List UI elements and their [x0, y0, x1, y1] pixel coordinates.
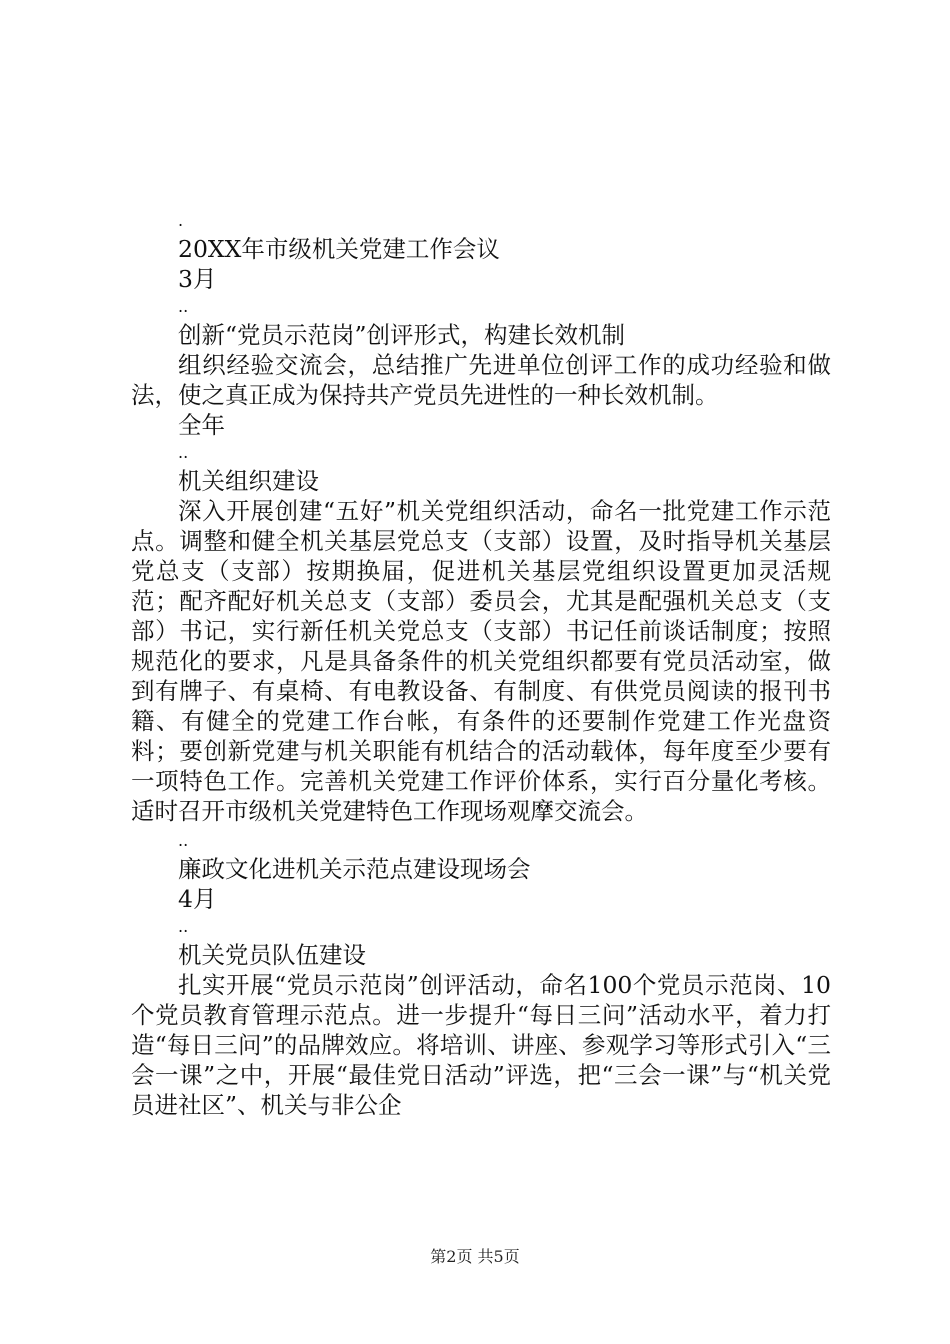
month-label: 4月 [178, 885, 217, 913]
section-heading: 廉政文化进机关示范点建设现场会 [178, 855, 531, 883]
period-label: 全年 [178, 411, 225, 439]
section-paragraph: 深入开展创建“五好”机关党组织活动，命名一批党建工作示范点。调整和健全机关基层党总支（支部）设置，及时指导机关基层党总支（支部）按期换届，促进机关基层党组织设置更加灵活规范；配齐配好机关总支（支部）委员会，尤其是配强机关总支（支部）书记，实行新任机关党总支（支部）书记任前谈话制度；按照规范化的要求，凡是具备条件的机关党组织都要有党员活动室，做到有牌子、有桌椅、有电教设备、有制度、有供党员阅读的报刊书籍、有健全的党建工作台帐，有条件的还要制作党建工作光盘资料；要创新党建与机关职能有机结合的活动载体，每年度至少要有一项特色工作。完善机关党建工作评价体系，实行百分量化考核。适时召开市级机关党建特色工作现场观摩交流会。 [131, 497, 831, 825]
meeting-title: 20XX年市级机关党建工作会议 [178, 235, 500, 263]
section-paragraph: 组织经验交流会，总结推广先进单位创评工作的成功经验和做法，使之真正成为保持共产党员先进性的一种长效机制。 [131, 351, 831, 409]
dot-marker: .. [178, 443, 189, 462]
page-number-footer: 第2页 共5页 [430, 1247, 520, 1266]
month-label: 3月 [178, 265, 217, 293]
dot-marker: .. [178, 297, 189, 316]
section-paragraph: 扎实开展“党员示范岗”创评活动，命名100个党员示范岗、10个党员教育管理示范点。进一步提升“每日三问”活动水平，着力打造“每日三问”的品牌效应。将培训、讲座、参观学习等形式引入“三会一课”之中，开展“最佳党日活动”评选，把“三会一课”与“机关党员进社区”、机关与非公企 [131, 971, 831, 1119]
document-body [131, 208, 831, 1120]
section-heading: 机关组织建设 [178, 467, 319, 495]
dot-marker: .. [178, 831, 189, 850]
dot-marker: .. [178, 917, 189, 936]
section-heading: 创新“党员示范岗”创评形式，构建长效机制 [178, 321, 626, 349]
dot-marker: . [178, 211, 184, 230]
section-heading: 机关党员队伍建设 [178, 941, 366, 969]
